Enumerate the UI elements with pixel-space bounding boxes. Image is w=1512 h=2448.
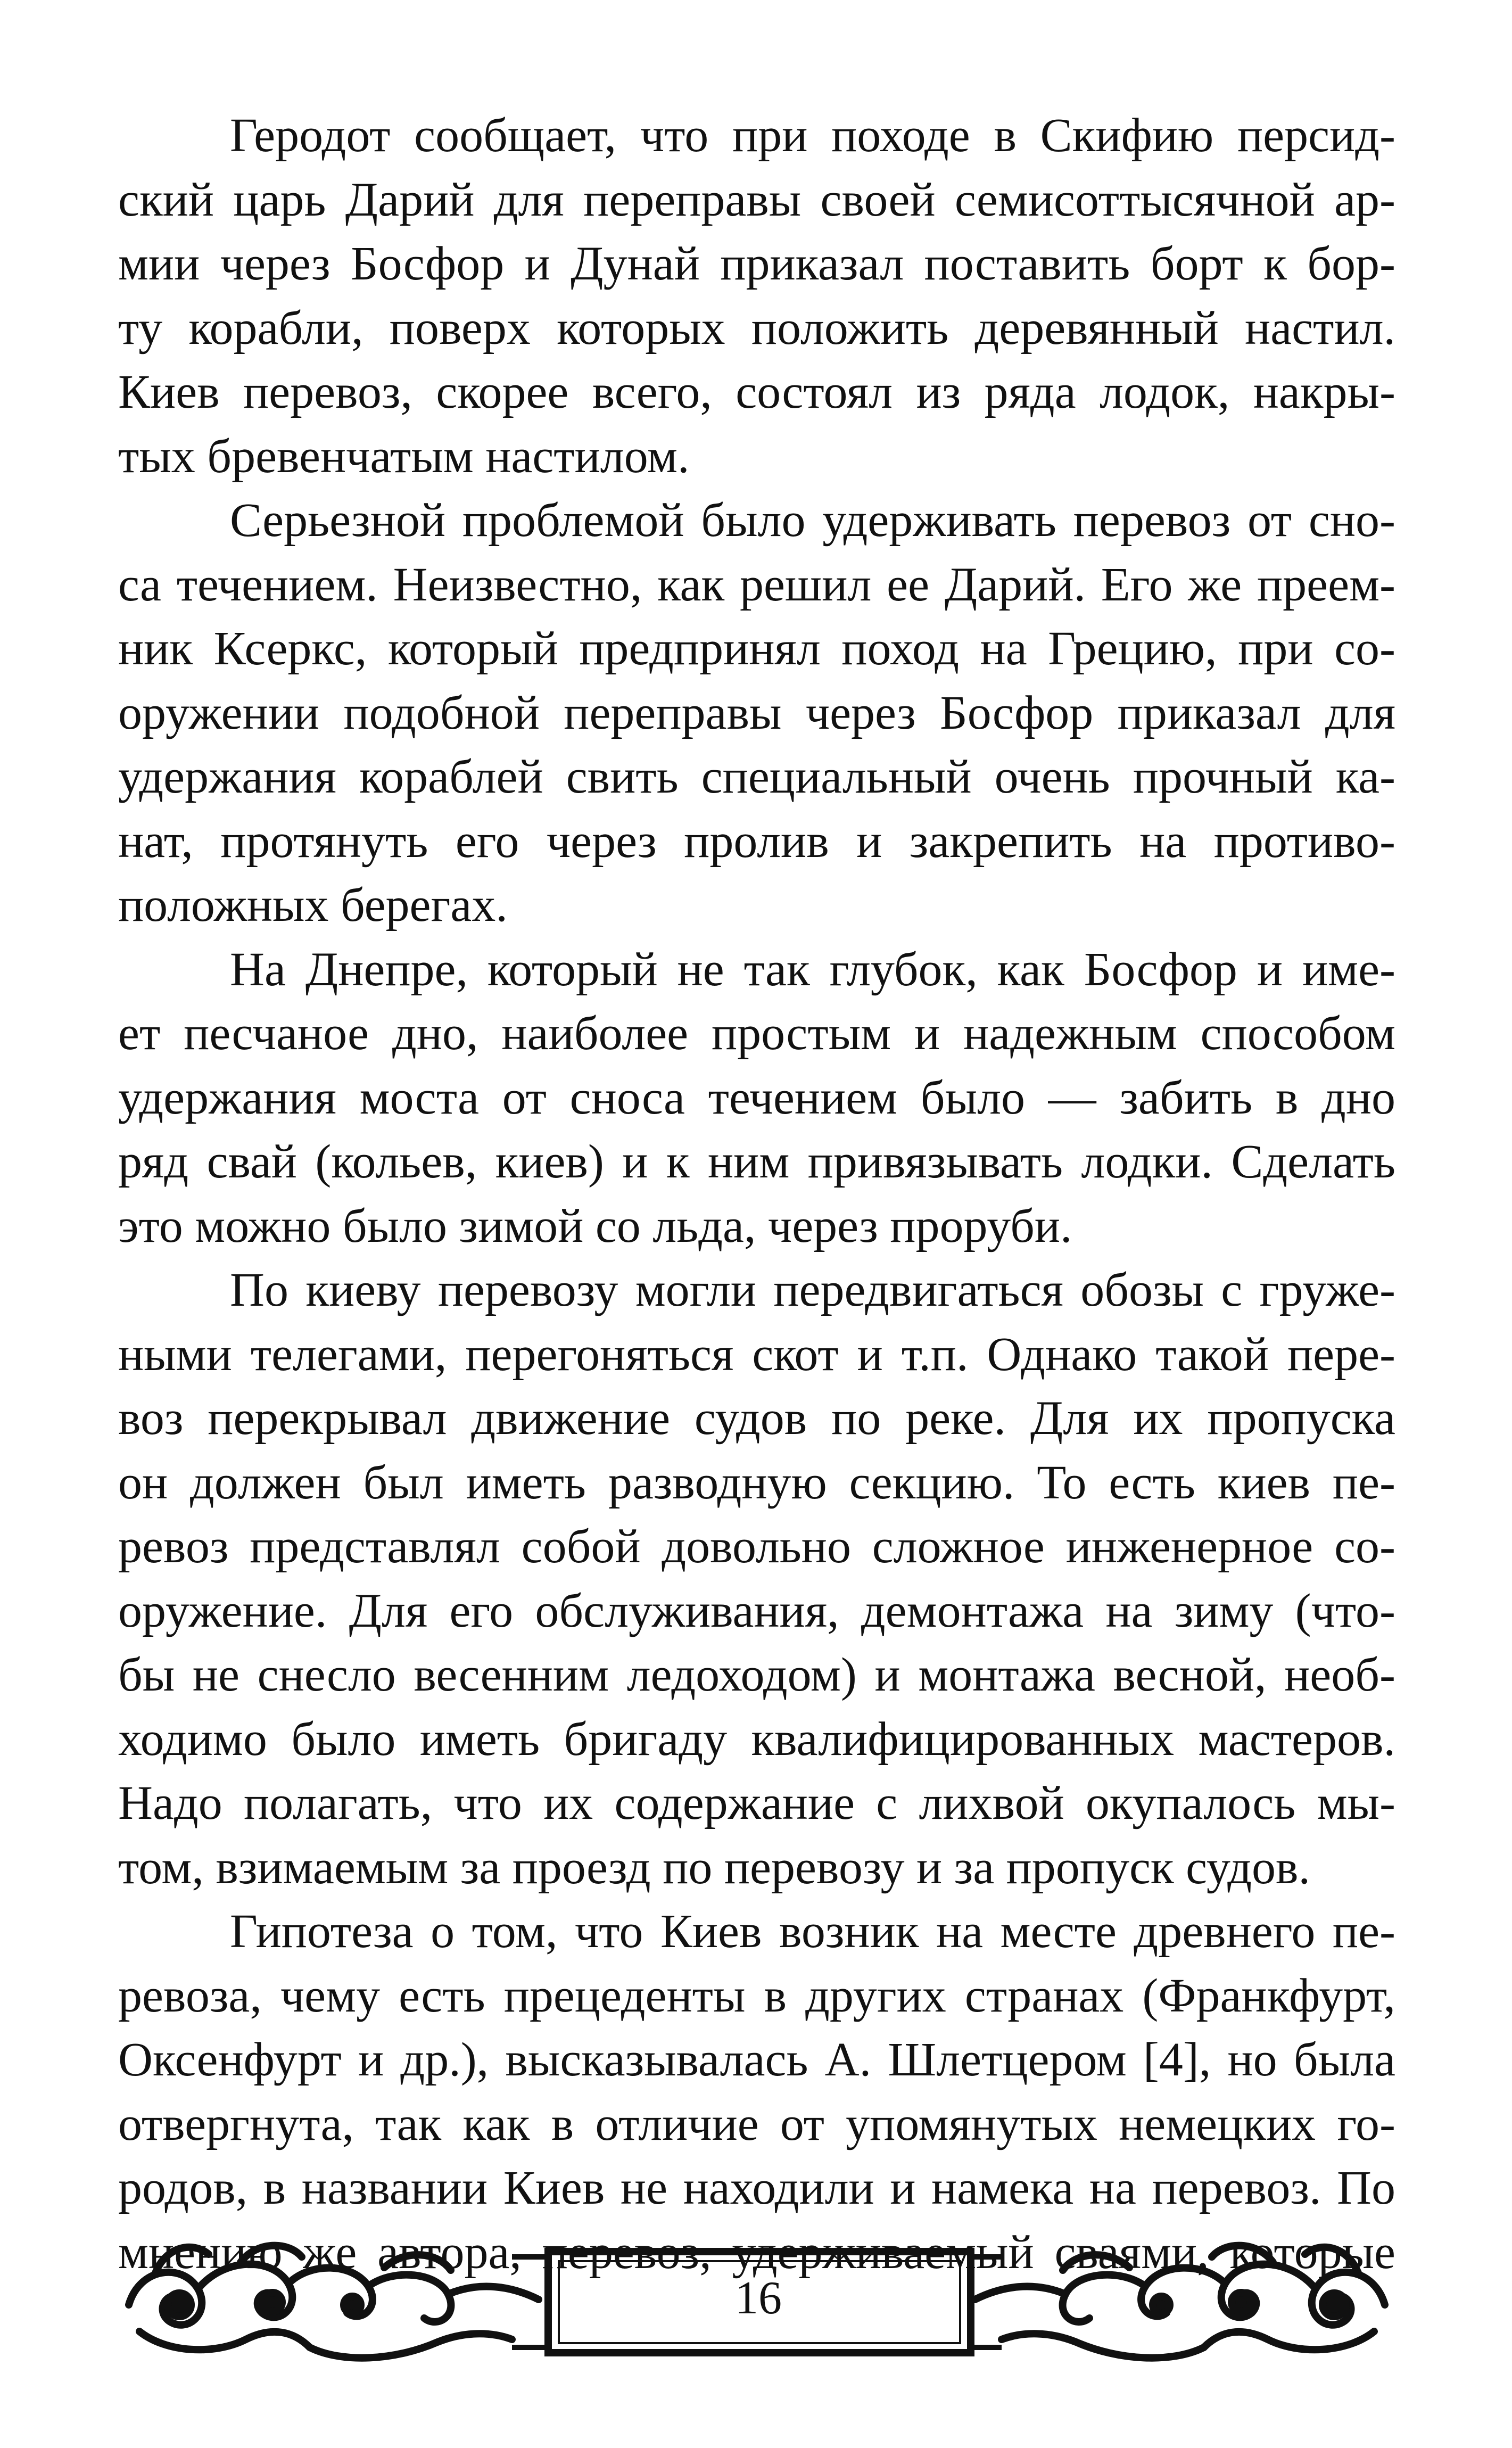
- text-line: оружении подобной переправы через Босфор приказал для: [118, 686, 1395, 739]
- text-line: По киеву перевозу могли передвигаться обозы с груже-: [230, 1264, 1395, 1316]
- text-line: ходимо было иметь бригаду квалифицированных мастеров.: [118, 1712, 1395, 1766]
- text-line: удержания кораблей свить специальный очень прочный ка-: [118, 751, 1395, 803]
- text-line: положных берегах.: [118, 879, 508, 932]
- text-line: Геродот сообщает, что при походе в Скифию персид-: [230, 109, 1395, 162]
- text-line: са течением. Неизвестно, как решил ее Дарий. Его же преем-: [118, 558, 1395, 611]
- left-scroll-ornament-icon: [129, 2246, 539, 2358]
- text-line: ет песчаное дно, наиболее простым и надежным способом: [118, 1007, 1395, 1060]
- text-line: оружение. Для его обслуживания, демонтажа на зиму (что-: [118, 1584, 1395, 1637]
- text-line: мнению же автора, перевоз, удерживаемый сваями, которые: [118, 2226, 1395, 2279]
- text-line: бы не снесло весенним ледоходом) и монтажа весной, необ-: [118, 1649, 1395, 1701]
- text-line: ник Ксеркс, который предпринял поход на Грецию, при со-: [118, 622, 1395, 675]
- text-line: это можно было зимой со льда, через проруби.: [118, 1199, 1072, 1252]
- text-line: Серьезной проблемой было удерживать перевоз от сно-: [230, 494, 1395, 547]
- text-line: отвергнута, так как в отличие от упомянутых немецких го-: [118, 2097, 1395, 2150]
- text-line: удержания моста от сноса течением было — забить в дно: [118, 1071, 1395, 1124]
- text-line: ряд свай (кольев, киев) и к ним привязывать лодки. Сделать: [118, 1135, 1395, 1188]
- page-number: 16: [735, 2272, 782, 2324]
- text-line: тых бревенчатым настилом.: [118, 430, 690, 483]
- text-line: Оксенфурт и др.), высказывалась А. Шлетцером [4], но была: [118, 2033, 1395, 2086]
- text-line: ревоза, чему есть прецеденты в других странах (Франкфурт,: [118, 1969, 1395, 2022]
- body-text: [118, 104, 1395, 2285]
- right-scroll-ornament-icon: [975, 2246, 1385, 2358]
- text-line: На Днепре, который не так глубок, как Босфор и име-: [230, 943, 1395, 996]
- text-line: том, взимаемым за проезд по перевозу и за пропуск судов.: [118, 1841, 1311, 1894]
- text-line: Киев перевоз, скорее всего, состоял из ряда лодок, накры-: [118, 366, 1395, 418]
- text-line: нат, протянуть его через пролив и закрепить на противо-: [118, 814, 1395, 868]
- text-line: воз перекрывал движение судов по реке. Для их пропуска: [118, 1392, 1395, 1445]
- text-line: мии через Босфор и Дунай приказал поставить борт к бор-: [118, 237, 1395, 290]
- text-line: родов, в названии Киев не находили и намека на перевоз. По: [118, 2162, 1395, 2214]
- text-line: ревоз представлял собой довольно сложное инженерное со-: [118, 1520, 1395, 1573]
- text-line: ту корабли, поверх которых положить деревянный настил.: [118, 301, 1395, 355]
- text-line: он должен был иметь разводную секцию. То есть киев пе-: [118, 1456, 1395, 1509]
- text-line: ными телегами, перегоняться скот и т.п. Однако такой пере-: [118, 1328, 1395, 1381]
- text-line: Гипотеза о том, что Киев возник на месте древнего пе-: [230, 1905, 1395, 1958]
- text-line: Надо полагать, что их содержание с лихвой окупалось мы-: [118, 1777, 1395, 1829]
- text-line: ский царь Дарий для переправы своей семисоттысячной ар-: [118, 173, 1395, 226]
